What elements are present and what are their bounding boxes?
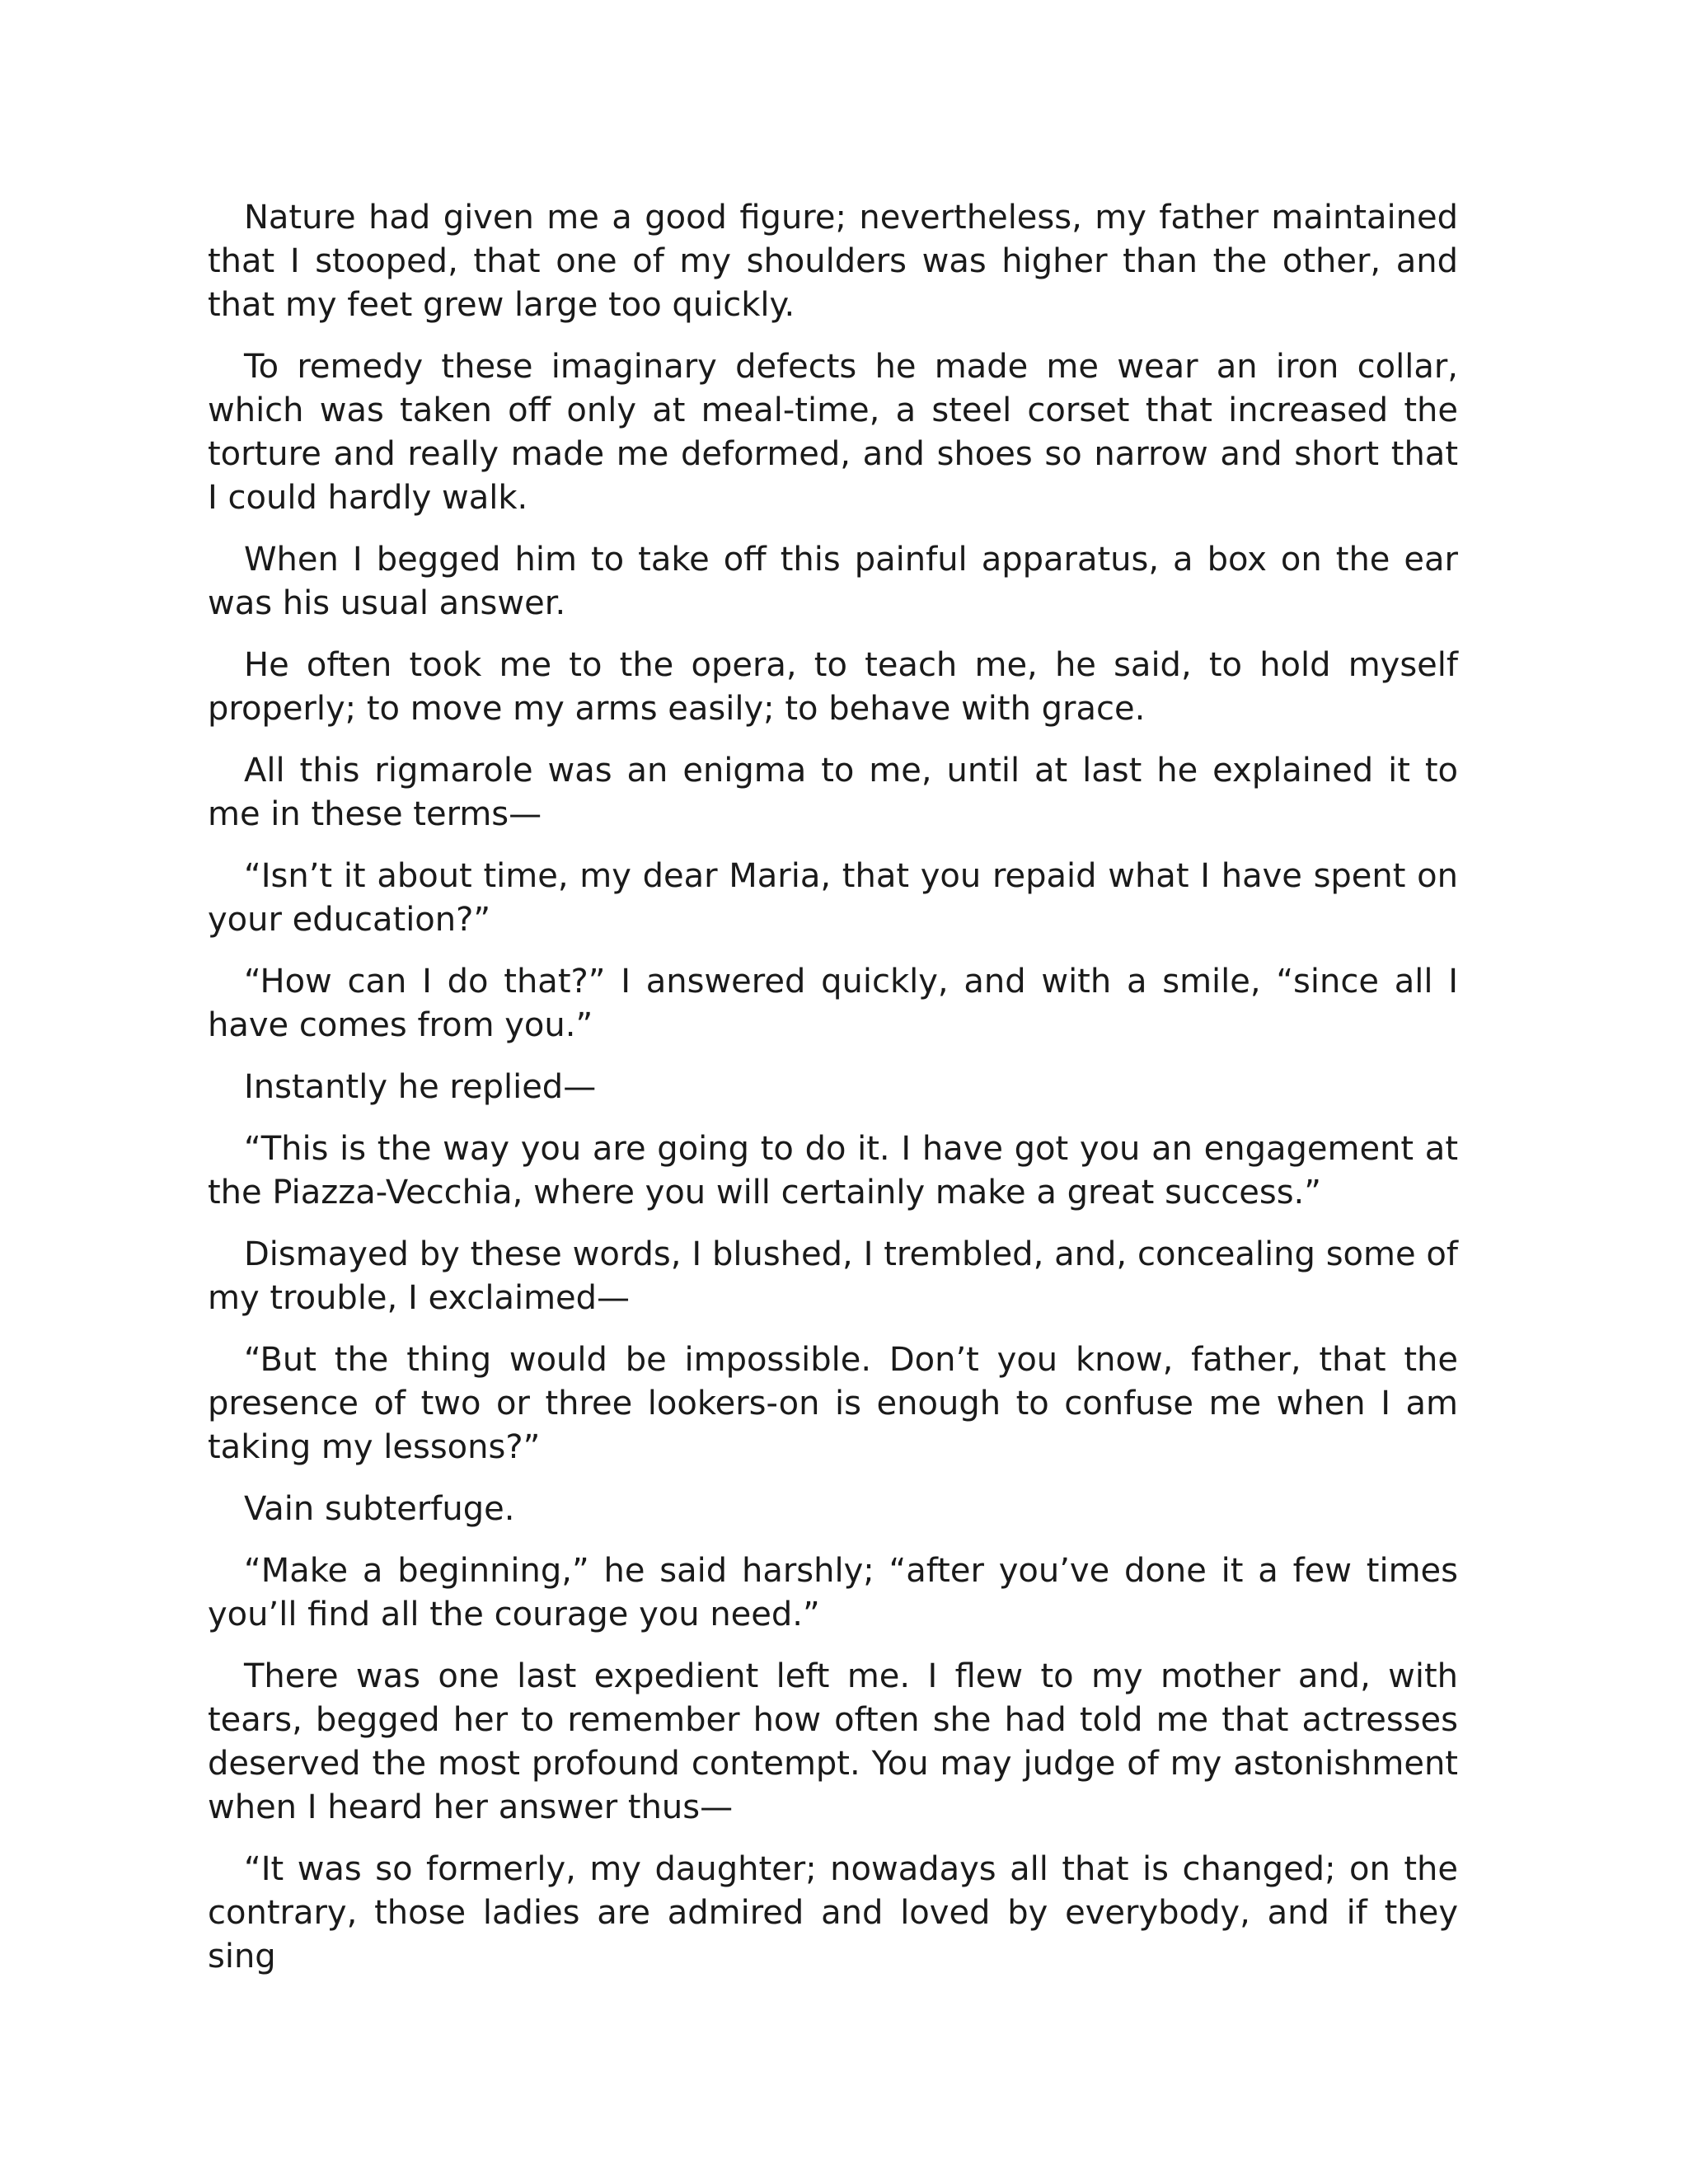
paragraph: “How can I do that?” I answered quickly, and with a smile, “since all I have comes from you.” bbox=[208, 963, 1458, 1044]
paragraph: Instantly he replied— bbox=[244, 1068, 597, 1106]
page-body bbox=[208, 196, 1458, 1979]
paragraph: “Isn’t it about time, my dear Maria, that you repaid what I have spent on your education?” bbox=[208, 857, 1458, 939]
paragraph: There was one last expedient left me. I flew to my mother and, with tears, begged her to remember how often she had told me that actresses deserved the most profound contempt. You may judge of my astonishment when I heard her answer thus— bbox=[208, 1657, 1458, 1826]
paragraph: When I begged him to take off this painful apparatus, a box on the ear was his usual answer. bbox=[208, 541, 1458, 622]
paragraph: He often took me to the opera, to teach me, he said, to hold myself properly; to move my arms easily; to behave with grace. bbox=[208, 646, 1458, 728]
paragraph: Vain subterfuge. bbox=[244, 1490, 515, 1528]
paragraph: “It was so formerly, my daughter; nowadays all that is changed; on the contrary, those ladies are admired and loved by everybody, and if they sing bbox=[208, 1850, 1458, 1975]
paragraph: To remedy these imaginary defects he made me wear an iron collar, which was taken off only at meal-time, a steel corset that increased the torture and really made me deformed, and shoes so narrow and short that I could hardly walk. bbox=[208, 348, 1458, 517]
paragraph: Nature had given me a good figure; nevertheless, my father maintained that I stooped, that one of my shoulders was higher than the other, and that my feet grew large too quickly. bbox=[208, 199, 1458, 324]
paragraph: All this rigmarole was an enigma to me, until at last he explained it to me in these terms— bbox=[208, 752, 1458, 833]
paragraph: “But the thing would be impossible. Don’t you know, father, that the presence of two or three lookers-on is enough to confuse me when I am taking my lessons?” bbox=[208, 1341, 1458, 1466]
paragraph: Dismayed by these words, I blushed, I trembled, and, concealing some of my trouble, I exclaimed— bbox=[208, 1235, 1458, 1317]
paragraph: “Make a beginning,” he said harshly; “after you’ve done it a few times you’ll find all the courage you need.” bbox=[208, 1552, 1458, 1633]
paragraph: “This is the way you are going to do it. I have got you an engagement at the Piazza-Vecchia, where you will certainly make a great success.” bbox=[208, 1130, 1458, 1212]
